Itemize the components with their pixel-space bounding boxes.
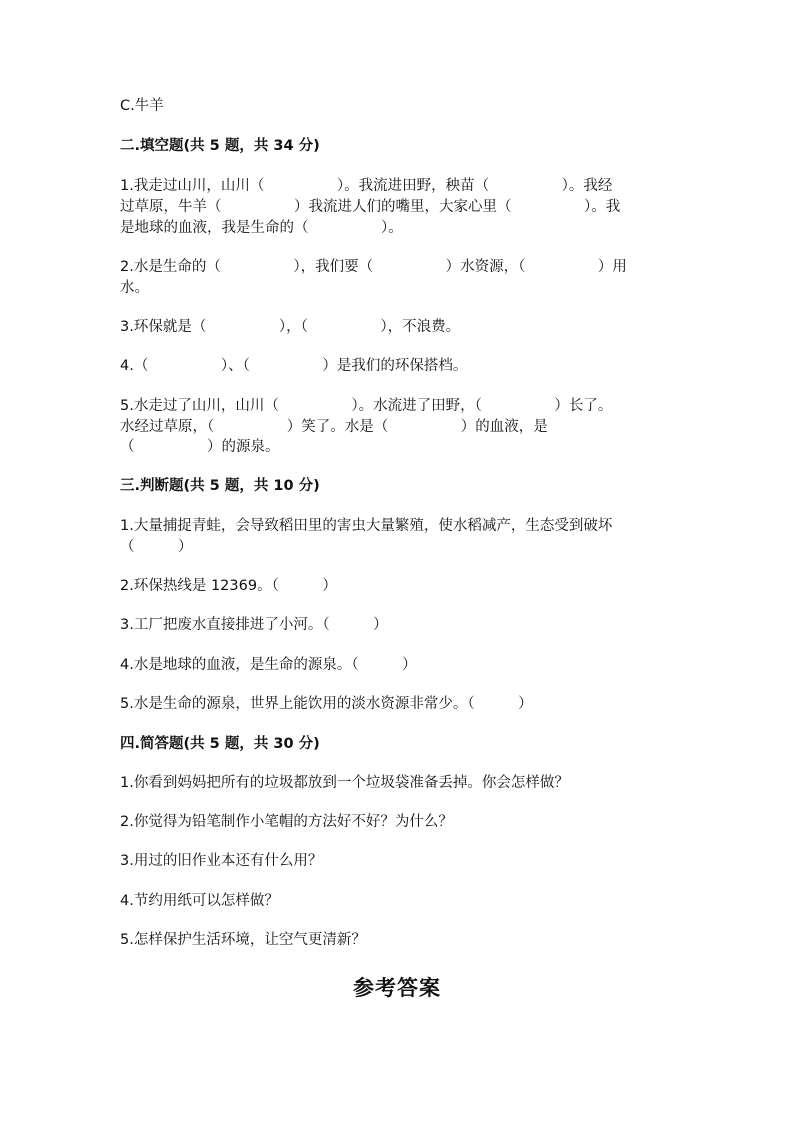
short-q2: 2.你觉得为铅笔制作小笔帽的方法好不好？为什么？ — [120, 814, 453, 830]
fill-q1-line3: 是地球的血液，我是生命的（ ）。 — [120, 220, 403, 236]
fill-q5-line2: 水经过草原，（ ）笑了。水是（ ）的血液，是 — [120, 419, 548, 435]
section4-heading: 四.简答题(共 5 题，共 30 分) — [120, 736, 320, 752]
section3-heading: 三.判断题(共 5 题，共 10 分) — [120, 478, 320, 494]
judge-q2: 2.环保热线是 12369。（ ） — [120, 578, 337, 594]
fill-q2-line1: 2.水是生命的（ ），我们要（ ）水资源，（ ）用 — [120, 259, 627, 275]
short-q4: 4.节约用纸可以怎样做？ — [120, 893, 279, 909]
short-q1: 1.你看到妈妈把所有的垃圾都放到一个垃圾袋准备丢掉。你会怎样做？ — [120, 775, 569, 791]
fill-q4: 4.（ ）、（ ）是我们的环保搭档。 — [120, 358, 468, 374]
fill-q1-line2: 过草原，牛羊（ ）我流进人们的嘴里，大家心里（ ）。我 — [120, 199, 621, 215]
judge-q3: 3.工厂把废水直接排进了小河。（ ） — [120, 617, 388, 633]
fill-q1-line1: 1.我走过山川，山川（ ）。我流进田野，秧苗（ ）。我经 — [120, 178, 613, 194]
judge-q4: 4.水是地球的血液，是生命的源泉。（ ） — [120, 657, 417, 673]
fill-q5-line1: 5.水走过了山川，山川（ ）。水流进了田野，（ ）长了。 — [120, 398, 613, 414]
judge-q5: 5.水是生命的源泉，世界上能饮用的淡水资源非常少。（ ） — [120, 696, 533, 712]
fill-q2-line2: 水。 — [120, 280, 149, 296]
answers-title: 参考答案 — [353, 975, 441, 1000]
judge-q1-line2: （ ） — [120, 539, 193, 555]
short-q3: 3.用过的旧作业本还有什么用？ — [120, 853, 323, 869]
fill-q3: 3.环保就是（ ），（ ），不浪费。 — [120, 319, 461, 335]
section2-heading: 二.填空题(共 5 题，共 34 分) — [120, 138, 320, 154]
short-q5: 5.怎样保护生活环境，让空气更清新？ — [120, 932, 366, 948]
fill-q5-line3: （ ）的源泉。 — [120, 439, 280, 455]
option-c: C.牛羊 — [120, 98, 164, 114]
judge-q1-line1: 1.大量捕捉青蛙，会导致稻田里的害虫大量繁殖，使水稻减产，生态受到破坏 — [120, 518, 613, 534]
